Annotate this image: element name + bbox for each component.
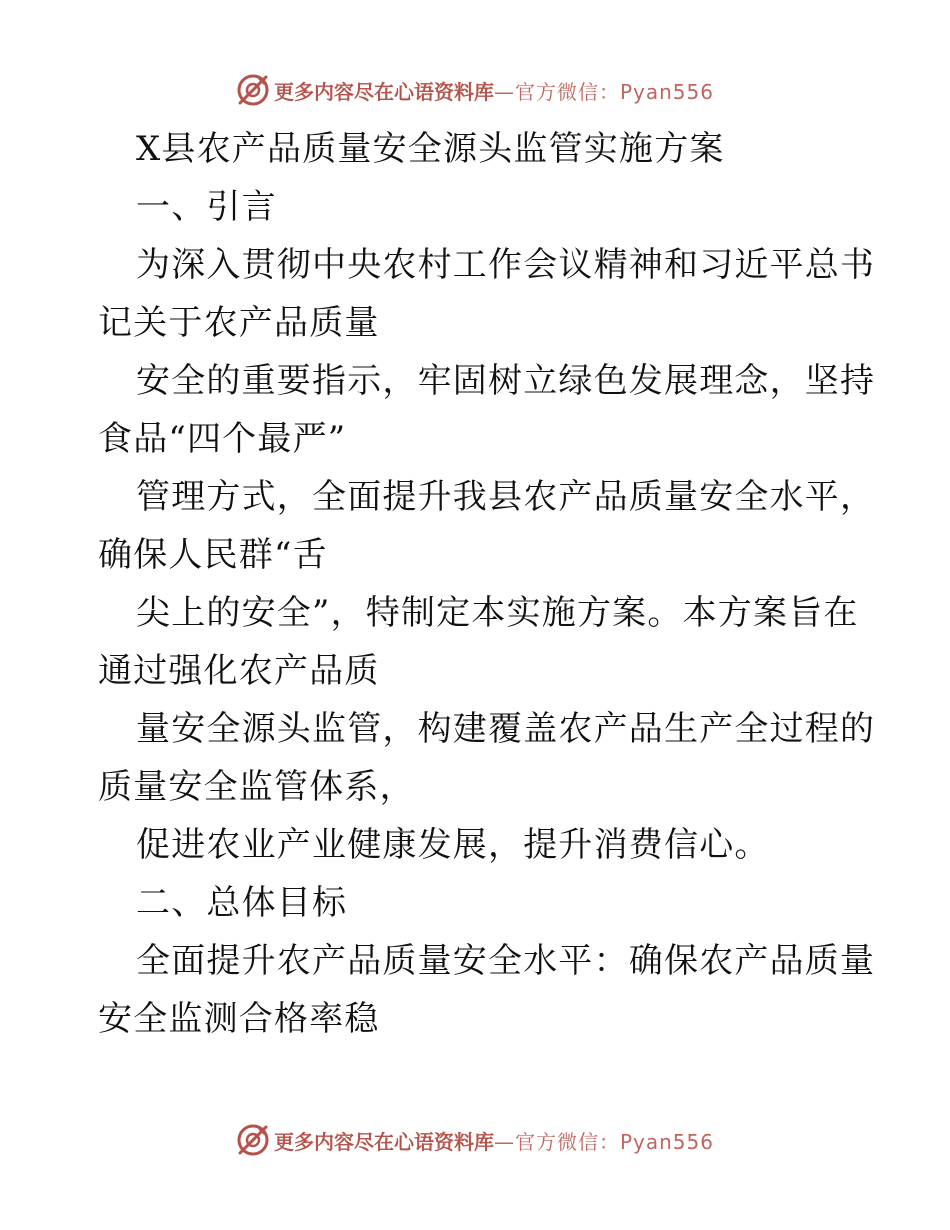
body-line: 安全的重要指示，牢固树立绿色发展理念，坚持	[136, 361, 876, 401]
quill-logo-icon	[236, 1123, 270, 1157]
document-body	[98, 120, 878, 1048]
body-line: 尖上的安全”，特制定本实施方案。本方案旨在	[136, 593, 859, 633]
header-watermark-banner	[0, 70, 950, 110]
header-wechat-text: —官方微信：Pyan556	[493, 79, 714, 104]
body-line: 食品“四个最严”	[98, 419, 347, 459]
body-line: 管理方式，全面提升我县农产品质量安全水平，	[136, 477, 876, 517]
footer-watermark-banner	[0, 1120, 950, 1160]
quill-logo-icon	[236, 73, 270, 107]
document-title: X县农产品质量安全源头监管实施方案	[136, 129, 725, 169]
header-promo-text: 更多内容尽在心语资料库	[273, 79, 494, 104]
body-line: 为深入贯彻中央农村工作会议精神和习近平总书	[136, 245, 876, 285]
body-line: 质量安全监管体系，	[98, 767, 415, 807]
body-line: 记关于农产品质量	[98, 303, 380, 343]
body-line: 安全监测合格率稳	[98, 999, 380, 1039]
body-line: 促进农业产业健康发展，提升消费信心。	[136, 825, 770, 865]
body-line: 量安全源头监管，构建覆盖农产品生产全过程的	[136, 709, 876, 749]
body-line: 通过强化农产品质	[98, 651, 380, 691]
footer-wechat-text: —官方微信：Pyan556	[493, 1129, 714, 1154]
footer-promo-text: 更多内容尽在心语资料库	[273, 1129, 494, 1154]
section-heading-overall-goals: 二、总体目标	[136, 883, 348, 923]
section-heading-introduction: 一、引言	[136, 187, 277, 227]
body-line: 确保人民群“舌	[98, 535, 328, 575]
body-line: 全面提升农产品质量安全水平：确保农产品质量	[136, 941, 876, 981]
